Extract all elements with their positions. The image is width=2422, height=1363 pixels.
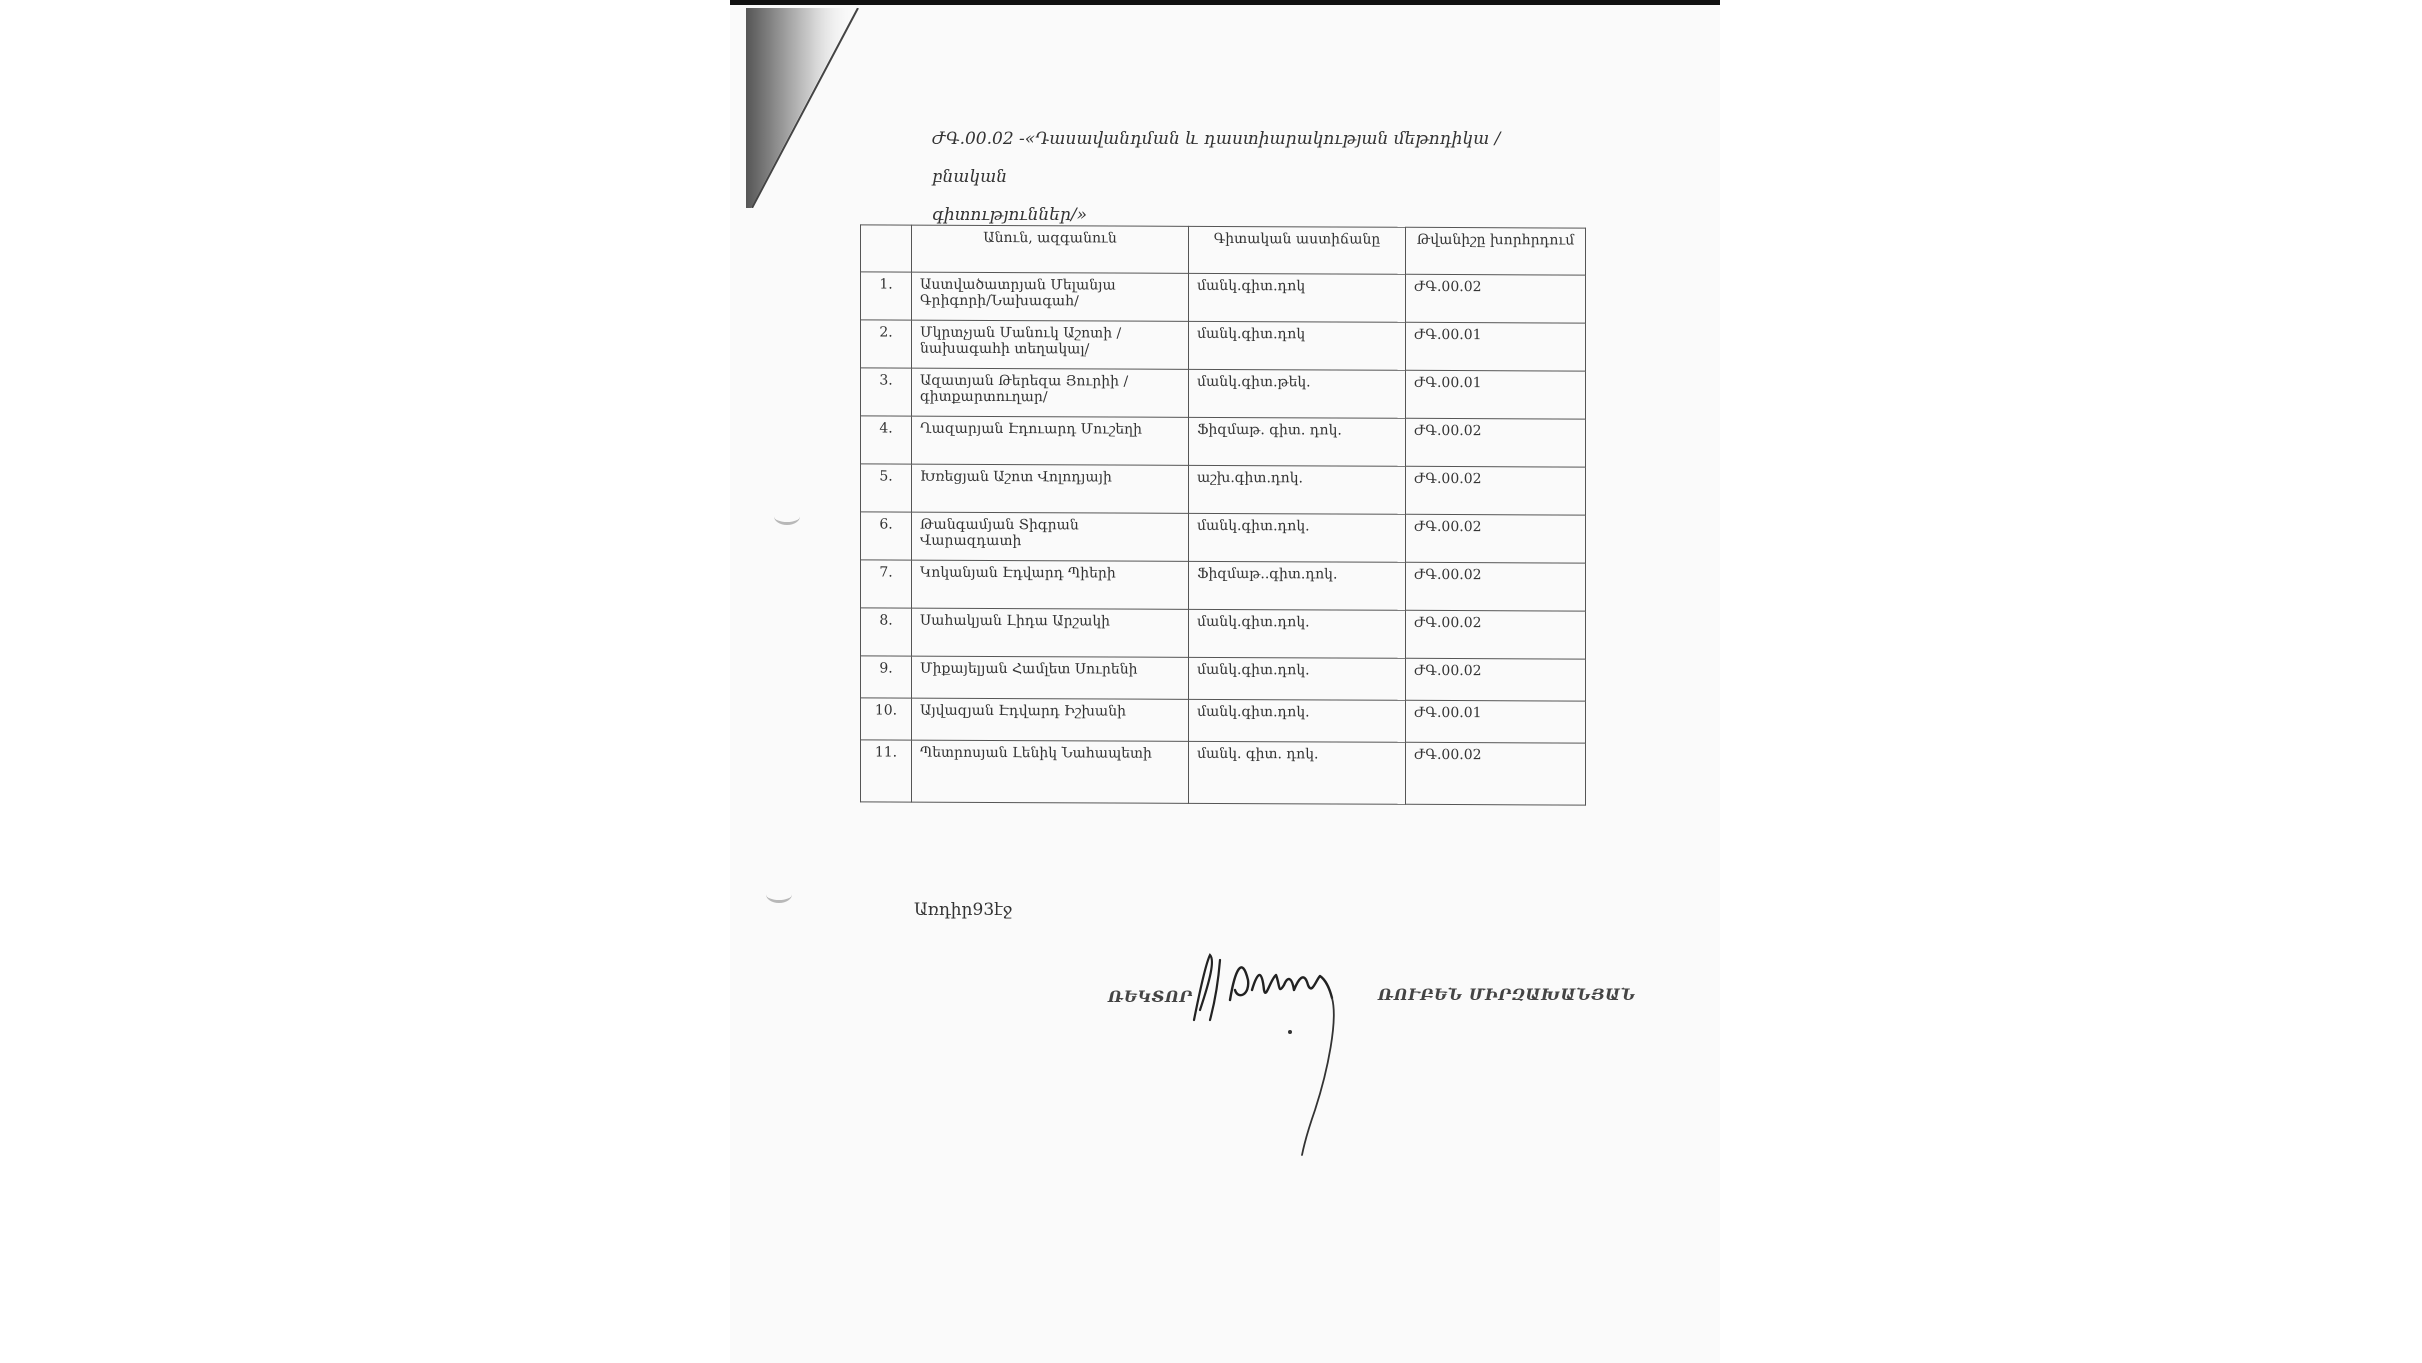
header-name: Անուն, ազգանուն (912, 225, 1189, 273)
punch-hole-top (774, 508, 800, 525)
member-code: ԺԳ.00.02 (1406, 514, 1586, 563)
table-row (861, 740, 1586, 805)
member-name: Ազատյան Թերեզա Յուրիի /գիտքարտուղար/ (912, 368, 1189, 417)
member-degree: մանկ.գիտ.դոկ. (1189, 699, 1406, 742)
member-degree: Ֆիզմաթ..գիտ.դոկ. (1189, 561, 1406, 610)
table-row (861, 656, 1586, 701)
table-row (861, 320, 1586, 371)
heading-line-2: գիտություններ/» (932, 205, 1087, 225)
member-code: ԺԳ.00.02 (1406, 658, 1586, 701)
header-degree: Գիտական աստիճանը (1189, 226, 1406, 274)
member-degree: մանկ.գիտ.դոկ. (1189, 609, 1406, 658)
member-code: ԺԳ.00.02 (1406, 742, 1586, 805)
member-degree: մանկ.գիտ.դոկ (1189, 273, 1406, 322)
member-code: ԺԳ.00.01 (1406, 700, 1586, 743)
header-code: Թվանիշը խորհրդում (1406, 227, 1586, 275)
row-number: 5. (861, 464, 912, 512)
member-code: ԺԳ.00.02 (1406, 274, 1586, 323)
heading-line-1: ԺԳ.00.02 -«Դասավանդման և դաստիարակության մեթոդիկա /բնական (932, 129, 1501, 187)
table-row (861, 512, 1586, 563)
member-code: ԺԳ.00.02 (1406, 466, 1586, 515)
member-code: ԺԳ.00.02 (1406, 562, 1586, 611)
member-name: Մկրտչյան Մանուկ Աշոտի /նախագահի տեղակալ/ (912, 320, 1189, 369)
member-degree: մանկ.գիտ.դոկ (1189, 321, 1406, 370)
member-degree: աշխ.գիտ.դոկ. (1189, 465, 1406, 514)
document-heading (932, 120, 1552, 234)
member-code: ԺԳ.00.01 (1406, 322, 1586, 371)
member-name: Աստվածատրյան Մելանյա Գրիգորի/Նախագահ/ (912, 272, 1189, 321)
table-row (861, 560, 1586, 611)
table-row (861, 272, 1586, 323)
member-degree: մանկ.գիտ.դոկ. (1189, 513, 1406, 562)
table-row (861, 698, 1586, 743)
member-code: ԺԳ.00.02 (1406, 418, 1586, 467)
member-name: Սահակյան Լիդա Արշակի (912, 608, 1189, 657)
row-number: 11. (861, 740, 912, 802)
header-number (861, 225, 912, 272)
member-name: Պետրոսյան Լենիկ Նահապետի (912, 740, 1189, 803)
table-row (861, 416, 1586, 467)
member-code: ԺԳ.00.01 (1406, 370, 1586, 419)
rector-name: ՌՈՒԲԵՆ ՄԻՐԶԱԽԱՆՅԱՆ (1378, 985, 1636, 1004)
member-name: Թանգամյան Տիգրան Վարազդատի (912, 512, 1189, 561)
page-count-note: Առդիր93էջ (914, 900, 1013, 920)
folded-corner-shadow (746, 8, 866, 208)
table-header-row (861, 225, 1586, 275)
table-row (861, 464, 1586, 515)
member-name: Կոկանյան Էդվարդ Պիերի (912, 560, 1189, 609)
table-row (861, 608, 1586, 659)
row-number: 4. (861, 416, 912, 464)
council-members-table (860, 224, 1586, 805)
member-degree: մանկ. գիտ. դոկ. (1189, 741, 1406, 804)
member-degree: մանկ.գիտ.թեկ. (1189, 369, 1406, 418)
member-name: Ղազարյան Էդուարդ Մուշեղի (912, 416, 1189, 465)
row-number: 2. (861, 320, 912, 368)
row-number: 10. (861, 698, 912, 740)
member-name: Միքայելյան Համլետ Սուրենի (912, 656, 1189, 699)
member-degree: Ֆիզմաթ. գիտ. դոկ. (1189, 417, 1406, 466)
member-name: Այվազյան Էդվարդ Իշխանի (912, 698, 1189, 741)
table-row (861, 368, 1586, 419)
member-name: Խռեցյան Աշոտ Վոլոդյայի (912, 464, 1189, 513)
rector-title: ՌԵԿՏՈՐ (1108, 987, 1193, 1006)
punch-hole-bottom (766, 886, 792, 903)
row-number: 9. (861, 656, 912, 698)
row-number: 7. (861, 560, 912, 608)
row-number: 3. (861, 368, 912, 416)
member-code: ԺԳ.00.02 (1406, 610, 1586, 659)
handwritten-signature (1180, 940, 1380, 1160)
member-degree: մանկ.գիտ.դոկ. (1189, 657, 1406, 700)
row-number: 1. (861, 272, 912, 320)
row-number: 6. (861, 512, 912, 560)
row-number: 8. (861, 608, 912, 656)
